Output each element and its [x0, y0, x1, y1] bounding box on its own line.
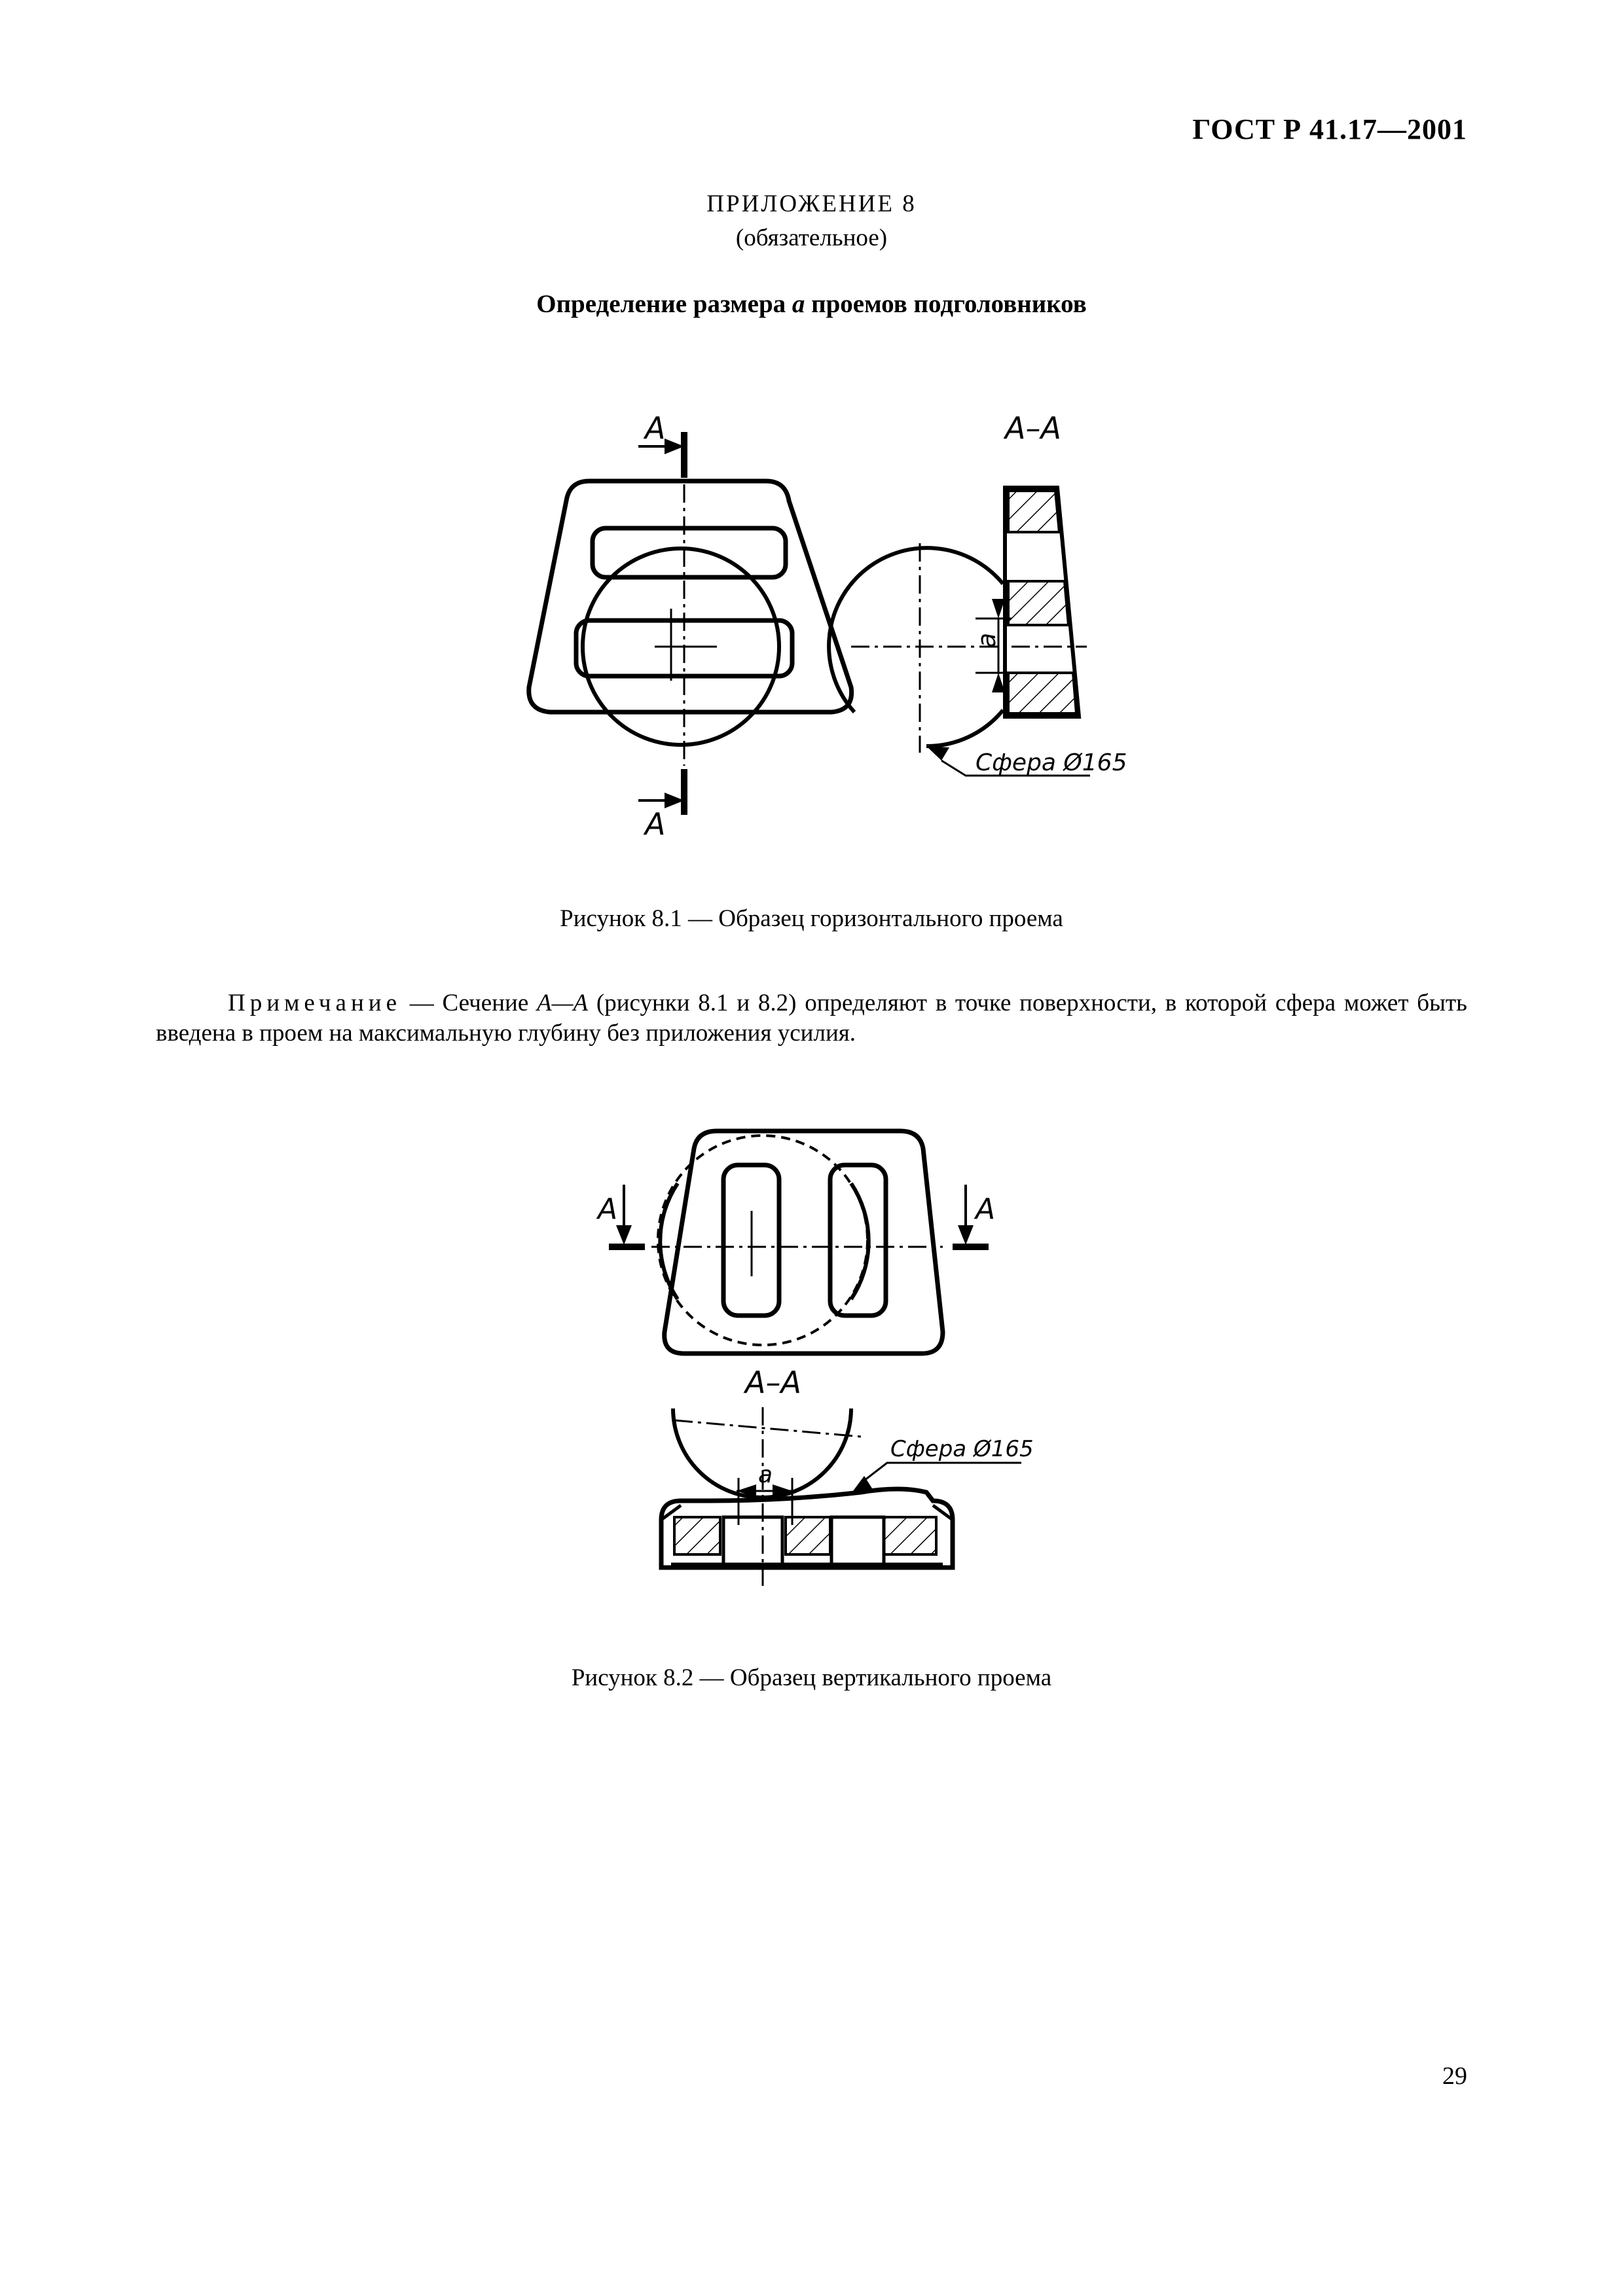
section-title	[0, 289, 1623, 319]
figure-8-2-drawing	[576, 1113, 1048, 1590]
figure-8-1-caption: Рисунок 8.1 — Образец горизонтального проема	[560, 905, 1063, 932]
section-title-part-1: Определение размера	[536, 290, 792, 318]
section-mark-left: A	[598, 1193, 618, 1226]
page-number: 29	[1442, 2062, 1467, 2090]
sphere-label: Сфера Ø165	[976, 749, 1127, 776]
appendix-subtitle: (обязательное)	[735, 224, 888, 251]
dimension-label-a: a	[972, 632, 1001, 648]
note-label: Примечание	[228, 990, 401, 1016]
section-label-2: A–A	[745, 1365, 801, 1400]
note-section-ref: А—А	[537, 990, 589, 1016]
appendix-title: ПРИЛОЖЕНИЕ 8	[706, 190, 917, 217]
figure-8-1-drawing	[458, 393, 1152, 864]
section-title-part-2: проемов подголовников	[805, 290, 1087, 318]
section-mark-right: A	[976, 1193, 996, 1226]
figure-8-2-caption: Рисунок 8.2 — Образец вертикального проема	[571, 1664, 1052, 1691]
note-text-2: (рисунки 8.1 и 8.2) определяют в точке поверхности, в которой сфера может быть введена в проем на максимальную глубину без приложения усилия.	[156, 990, 1468, 1047]
right-opening	[830, 1165, 886, 1316]
document-code: ГОСТ Р 41.17—2001	[1192, 113, 1467, 145]
section-title-variable: a	[792, 290, 805, 318]
sphere-section	[829, 548, 1003, 712]
section-mark-top: A	[645, 410, 666, 446]
section-label: A–A	[1005, 410, 1061, 446]
headrest-outline-2	[665, 1131, 943, 1354]
note-text-1: — Сечение	[401, 990, 538, 1016]
sphere-label-2: Сфера Ø165	[890, 1436, 1034, 1462]
note-paragraph	[156, 988, 1467, 1049]
dimension-label-a-2: a	[758, 1462, 773, 1488]
section-mark-bottom: A	[645, 806, 666, 842]
